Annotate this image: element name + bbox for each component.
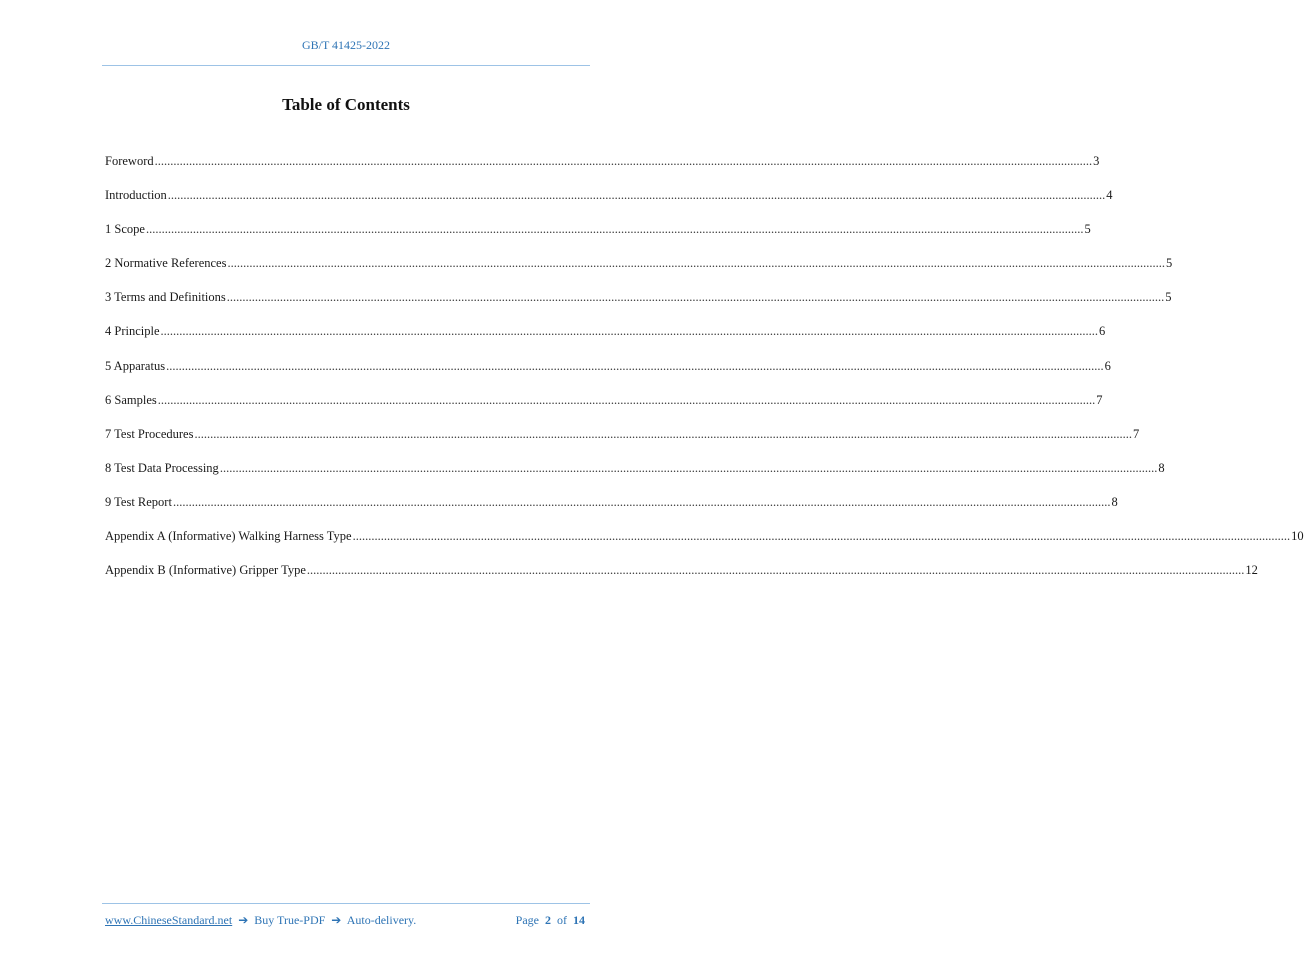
total-pages-number: 14	[573, 913, 585, 927]
toc-item-page: 7	[1132, 426, 1140, 441]
toc-item-label: 2 Normative References	[105, 256, 227, 271]
toc-leader-dots: ............................................................................................................................................................................................................................................................................................................	[157, 392, 1096, 407]
toc-item-test-report[interactable]	[105, 494, 1118, 529]
auto-delivery-text: Auto-delivery.	[346, 913, 417, 927]
toc-leader-dots: ............................................................................................................................................................................................................................................................................................................	[352, 529, 1291, 544]
page-footer	[105, 913, 585, 928]
toc-item-page: 7	[1096, 392, 1103, 407]
toc-leader-dots: ............................................................................................................................................................................................................................................................................................................	[194, 426, 1132, 441]
toc-leader-dots: ............................................................................................................................................................................................................................................................................................................	[167, 188, 1106, 203]
toc-item-label: Appendix A (Informative) Walking Harness Type	[105, 529, 352, 544]
toc-item-page: 4	[1106, 188, 1113, 203]
toc-leader-dots: ............................................................................................................................................................................................................................................................................................................	[172, 494, 1111, 509]
toc-item-label: 3 Terms and Definitions	[105, 290, 226, 305]
toc-item-page: 3	[1093, 154, 1100, 168]
toc-item-normative-references[interactable]	[105, 256, 1173, 290]
toc-item-label: 5 Apparatus	[105, 358, 166, 373]
website-link[interactable]: www.ChineseStandard.net	[105, 913, 233, 927]
toc-item-test-data-processing[interactable]	[105, 460, 1165, 495]
of-word: of	[557, 913, 567, 927]
toc-item-label: Foreword	[105, 154, 154, 168]
toc-leader-dots: ............................................................................................................................................................................................................................................................................................................	[219, 460, 1158, 475]
toc-title: Table of Contents	[282, 95, 410, 114]
page-indicator	[516, 913, 585, 928]
toc-item-samples[interactable]	[105, 392, 1103, 427]
arrow-right-icon: ➔	[331, 913, 342, 927]
toc-item-foreword[interactable]	[105, 154, 1100, 188]
toc-item-page: 5	[1084, 222, 1091, 237]
toc-item-label: 1 Scope	[105, 222, 145, 237]
toc-item-appendix-a[interactable]	[105, 529, 1304, 563]
toc-list	[105, 154, 1304, 597]
toc-item-label: 6 Samples	[105, 392, 157, 407]
toc-item-introduction[interactable]	[105, 188, 1113, 222]
toc-item-apparatus[interactable]	[105, 358, 1111, 393]
toc-item-terms-and-definitions[interactable]	[105, 290, 1172, 324]
toc-item-page: 6	[1104, 358, 1111, 373]
toc-item-label: 8 Test Data Processing	[105, 460, 219, 475]
footer-promo	[105, 913, 416, 928]
toc-leader-dots: ............................................................................................................................................................................................................................................................................................................	[154, 154, 1093, 168]
toc-item-label: 9 Test Report	[105, 494, 172, 509]
toc-leader-dots: ............................................................................................................................................................................................................................................................................................................	[145, 222, 1084, 237]
toc-item-page: 5	[1165, 290, 1172, 305]
current-page-number: 2	[545, 913, 551, 927]
toc-leader-dots: ............................................................................................................................................................................................................................................................................................................	[227, 256, 1165, 271]
toc-item-scope[interactable]	[105, 222, 1091, 256]
header-divider	[102, 65, 590, 66]
toc-item-principle[interactable]	[105, 324, 1106, 358]
buy-true-pdf-text: Buy True-PDF	[254, 913, 326, 927]
toc-leader-dots: ............................................................................................................................................................................................................................................................................................................	[306, 563, 1245, 578]
toc-item-page: 8	[1111, 494, 1118, 509]
toc-leader-dots: ............................................................................................................................................................................................................................................................................................................	[166, 358, 1104, 373]
toc-item-page: 5	[1165, 256, 1173, 271]
footer-divider	[102, 903, 590, 904]
page-word: Page	[515, 913, 539, 927]
toc-item-page: 12	[1245, 563, 1258, 578]
toc-leader-dots: ............................................................................................................................................................................................................................................................................................................	[160, 324, 1099, 339]
toc-item-page: 6	[1099, 324, 1106, 339]
toc-item-label: Appendix B (Informative) Gripper Type	[105, 563, 306, 578]
toc-item-test-procedures[interactable]	[105, 426, 1140, 461]
toc-item-page: 10	[1291, 529, 1304, 544]
toc-leader-dots: ............................................................................................................................................................................................................................................................................................................	[226, 290, 1165, 305]
arrow-right-icon: ➔	[238, 913, 249, 927]
toc-item-label: Introduction	[105, 188, 167, 203]
toc-item-label: 4 Principle	[105, 324, 160, 339]
toc-item-appendix-b[interactable]	[105, 563, 1258, 597]
document-id: GB/T 41425-2022	[301, 38, 391, 52]
toc-item-page: 8	[1158, 460, 1165, 475]
page-header	[102, 38, 590, 53]
toc-item-label: 7 Test Procedures	[105, 426, 194, 441]
